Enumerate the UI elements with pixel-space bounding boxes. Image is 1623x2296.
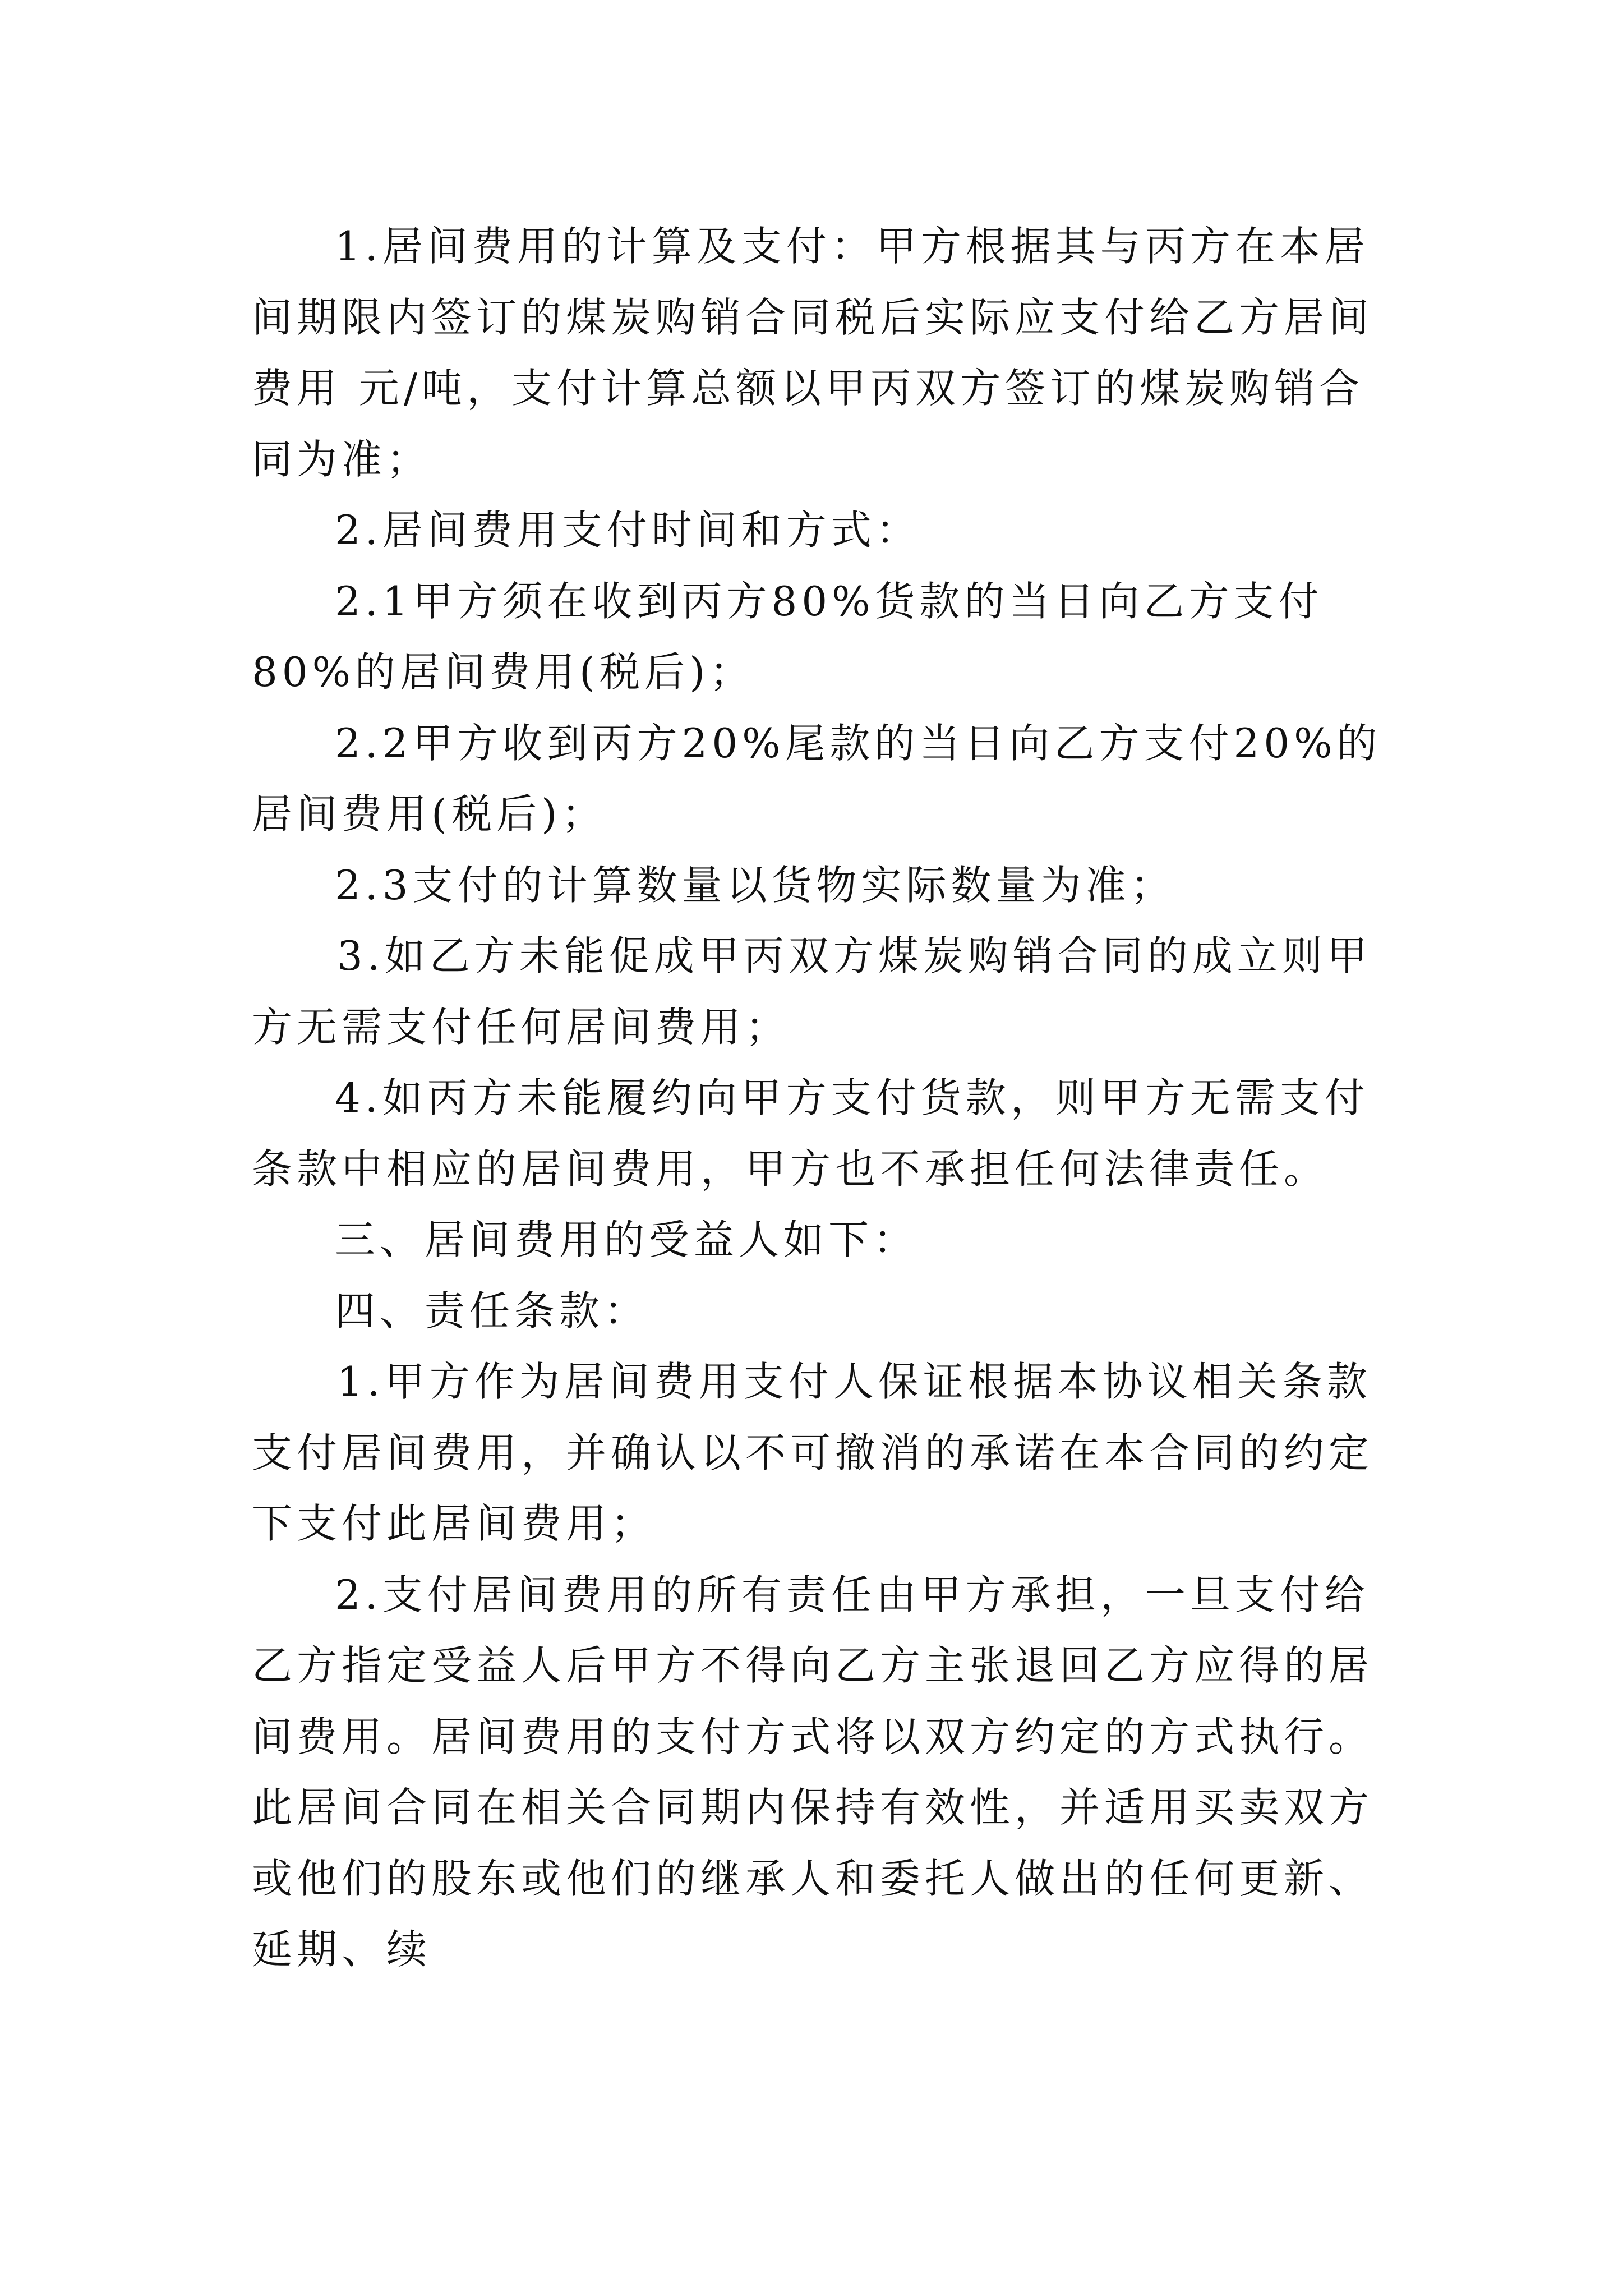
text-line: 款中相应的居间费用，甲方也不承担任何法律责任。 bbox=[297, 1145, 1329, 1193]
text-line: 1.甲方作为居间费用支付人保证根据本协议相关条款 bbox=[337, 1358, 1372, 1405]
paragraph-p9 bbox=[252, 1276, 1385, 1347]
text-line: 2.支付居间费用的所有责任由甲方承担，一旦支付给乙 bbox=[252, 1571, 1370, 1689]
text-line: 支付居间费用，并确认以不可撤消的承诺在本合同的约定下 bbox=[252, 1429, 1374, 1547]
text-line: 方无需支付任何居间费用； bbox=[252, 1003, 791, 1051]
paragraph-p11 bbox=[252, 1559, 1385, 1985]
contract-body bbox=[252, 211, 1385, 1985]
paragraph-p10 bbox=[252, 1346, 1385, 1559]
text-line: 的股东或他们的继承人和委托人做出的任何更新、延期、续 bbox=[252, 1855, 1374, 1973]
paragraph-p2 bbox=[252, 495, 1385, 566]
text-line: 居间费用(税后)； bbox=[400, 648, 755, 696]
paragraph-p5 bbox=[252, 850, 1385, 921]
text-line: 费用。居间费用的支付方式将以双方约定的方式执行。此居 bbox=[252, 1713, 1374, 1831]
text-line: 4.如丙方未能履约向甲方支付货款，则甲方无需支付条 bbox=[252, 1074, 1370, 1193]
text-line: 费用(税后)； bbox=[342, 790, 607, 838]
paragraph-p7 bbox=[252, 1062, 1385, 1204]
paragraph-p6 bbox=[252, 921, 1385, 1062]
paragraph-p4 bbox=[252, 708, 1385, 850]
text-line: 间合同在相关合同期内保持有效性，并适用买卖双方或他们 bbox=[252, 1784, 1374, 1902]
text-line: 2.3支付的计算数量以货物实际数量为准； bbox=[335, 861, 1175, 909]
text-line: 三、居间费用的受益人如下： bbox=[335, 1216, 919, 1263]
text-line: 3.如乙方未能促成甲丙双方煤炭购销合同的成立则甲 bbox=[337, 932, 1372, 979]
text-line: 用 元/吨，支付计算总额以甲丙双方签订的煤炭购销合同为 bbox=[252, 365, 1364, 483]
paragraph-p3 bbox=[252, 566, 1385, 708]
text-line: 准； bbox=[342, 435, 432, 483]
text-line: 2.2甲方收到丙方20%尾款的当日向乙方支付20%的居间 bbox=[252, 719, 1382, 838]
paragraph-p1 bbox=[252, 211, 1385, 495]
text-line: 四、责任条款： bbox=[335, 1287, 649, 1335]
text-line: 支付此居间费用； bbox=[297, 1500, 656, 1547]
paragraph-p8 bbox=[252, 1204, 1385, 1276]
text-line: 方指定受益人后甲方不得向乙方主张退回乙方应得的居间 bbox=[252, 1642, 1374, 1760]
text-line: 1.居间费用的计算及支付：甲方根据其与丙方在本居间 bbox=[252, 223, 1370, 341]
text-line: 期限内签订的煤炭购销合同税后实际应支付给乙方居间费 bbox=[252, 293, 1374, 412]
text-line: 2.1甲方须在收到丙方80%货款的当日向乙方支付80%的 bbox=[252, 577, 1324, 696]
text-line: 2.居间费用支付时间和方式： bbox=[335, 507, 921, 554]
